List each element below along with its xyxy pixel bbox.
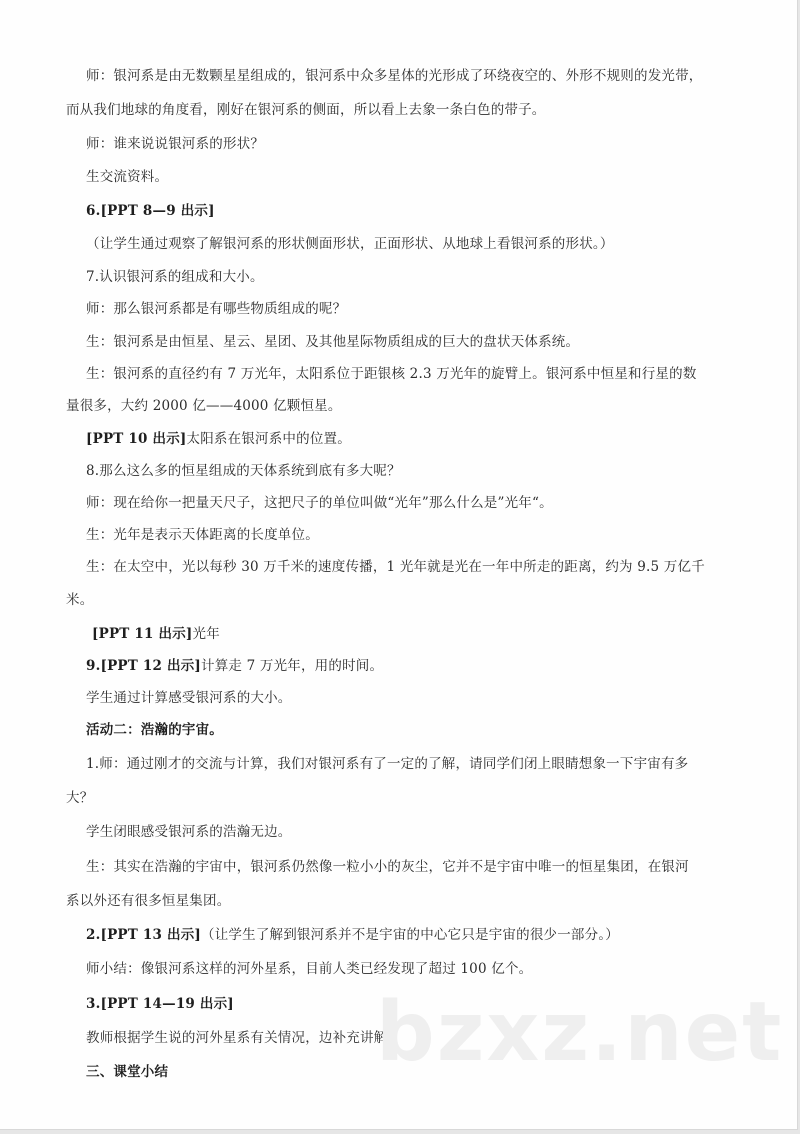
text-line	[86, 168, 168, 186]
text-line	[86, 755, 688, 773]
line-suffix-text: 计算走 7 万光年，用的时间。	[201, 658, 384, 674]
text-line	[86, 721, 223, 739]
line-text: 而从我们地球的角度看，刚好在银河系的侧面，所以看上去象一条白色的带子。	[66, 102, 546, 118]
line-text: 学生通过计算感受银河系的大小。	[86, 690, 292, 706]
text-line	[86, 333, 579, 351]
line-text: 8.那么这么多的恒星组成的天体系统到底有多大呢？	[86, 463, 401, 479]
text-line	[86, 235, 614, 253]
bold-text: 三、课堂小结	[86, 1064, 169, 1080]
line-text: 米。	[66, 592, 94, 608]
text-line	[86, 689, 292, 707]
text-line	[86, 430, 351, 448]
text-line	[66, 892, 230, 910]
bold-text: 2.[PPT 13 出示]	[86, 927, 202, 943]
line-text: 学生闭眼感受银河系的浩瀚无边。	[86, 824, 292, 840]
line-text: （让学生通过观察了解银河系的形状侧面形状，正面形状、从地球上看银河系的形状。）	[86, 236, 614, 252]
line-text: 师：谁来说说银河系的形状？	[86, 136, 265, 152]
bold-text: 6.[PPT 8—9 出示]	[86, 203, 215, 219]
text-line	[86, 657, 383, 675]
line-text: 生：银河系的直径约有 7 万光年，太阳系位于距银核 2.3 万光年的旋臂上。银河系中恒星和行星的数	[86, 366, 697, 382]
text-line	[86, 135, 264, 153]
text-line	[86, 494, 553, 512]
text-line	[86, 300, 346, 318]
bold-text: [PPT 11 出示]	[92, 626, 193, 642]
text-line	[66, 397, 342, 415]
line-text: 生交流资料。	[86, 169, 169, 185]
line-suffix-text: （让学生了解到银河系并不是宇宙的中心它只是宇宙的很少一部分。）	[201, 927, 619, 943]
text-line	[86, 823, 292, 841]
line-text: 量很多，大约 2000 亿——4000 亿颗恒星。	[66, 398, 342, 414]
text-line	[86, 526, 319, 544]
line-text: 1.师：通过刚才的交流与计算，我们对银河系有了一定的了解，请同学们闭上眼睛想象一下宇宙有多	[86, 756, 689, 772]
text-line	[92, 625, 220, 643]
text-line	[86, 202, 215, 220]
bold-text: [PPT 10 出示]	[86, 431, 187, 447]
text-line	[86, 926, 619, 944]
line-text: 7.认识银河系的组成和大小。	[86, 269, 264, 285]
line-text: 生：在太空中，光以每秒 30 万千米的速度传播，1 光年就是光在一年中所走的距离，约为 9.5 万亿千	[86, 559, 705, 575]
text-line	[86, 1029, 401, 1047]
text-line	[66, 591, 93, 609]
text-line	[86, 960, 532, 978]
line-text: 生：光年是表示天体距离的长度单位。	[86, 527, 319, 543]
line-text: 教师根据学生说的河外星系有关情况，边补充讲解。	[86, 1030, 402, 1046]
bold-text: 9.[PPT 12 出示]	[86, 658, 202, 674]
text-line	[86, 268, 264, 286]
bold-text: 活动二：浩瀚的宇宙。	[86, 722, 223, 738]
text-line	[86, 462, 401, 480]
line-suffix-text: 太阳系在银河系中的位置。	[186, 431, 351, 447]
watermark: bzxz.net	[376, 985, 784, 1080]
text-line	[86, 1063, 168, 1081]
line-text: 师：那么银河系都是有哪些物质组成的呢？	[86, 301, 347, 317]
text-line	[66, 789, 93, 807]
line-text: 师：现在给你一把量天尺子，这把尺子的单位叫做“光年”那么什么是”光年“。	[86, 495, 553, 511]
line-text: 系以外还有很多恒星集团。	[66, 893, 231, 909]
text-line	[86, 67, 703, 85]
text-line	[86, 995, 234, 1013]
text-line	[86, 858, 689, 876]
text-line	[66, 101, 546, 119]
text-line	[86, 558, 705, 576]
line-text: 大？	[66, 790, 94, 806]
text-line	[86, 365, 697, 383]
line-text: 师小结：像银河系这样的河外星系，目前人类已经发现了超过 100 亿个。	[86, 961, 533, 977]
line-text: 生：银河系是由恒星、星云、星团、及其他星际物质组成的巨大的盘状天体系统。	[86, 334, 580, 350]
bold-text: 3.[PPT 14—19 出示]	[86, 996, 234, 1012]
line-text: 生：其实在浩瀚的宇宙中，银河系仍然像一粒小小的灰尘，它并不是宇宙中唯一的恒星集团，在银河	[86, 859, 689, 875]
line-suffix-text: 光年	[192, 626, 220, 642]
line-text: 师：银河系是由无数颗星星组成的，银河系中众多星体的光形成了环绕夜空的、外形不规则的发光带，	[86, 68, 703, 84]
